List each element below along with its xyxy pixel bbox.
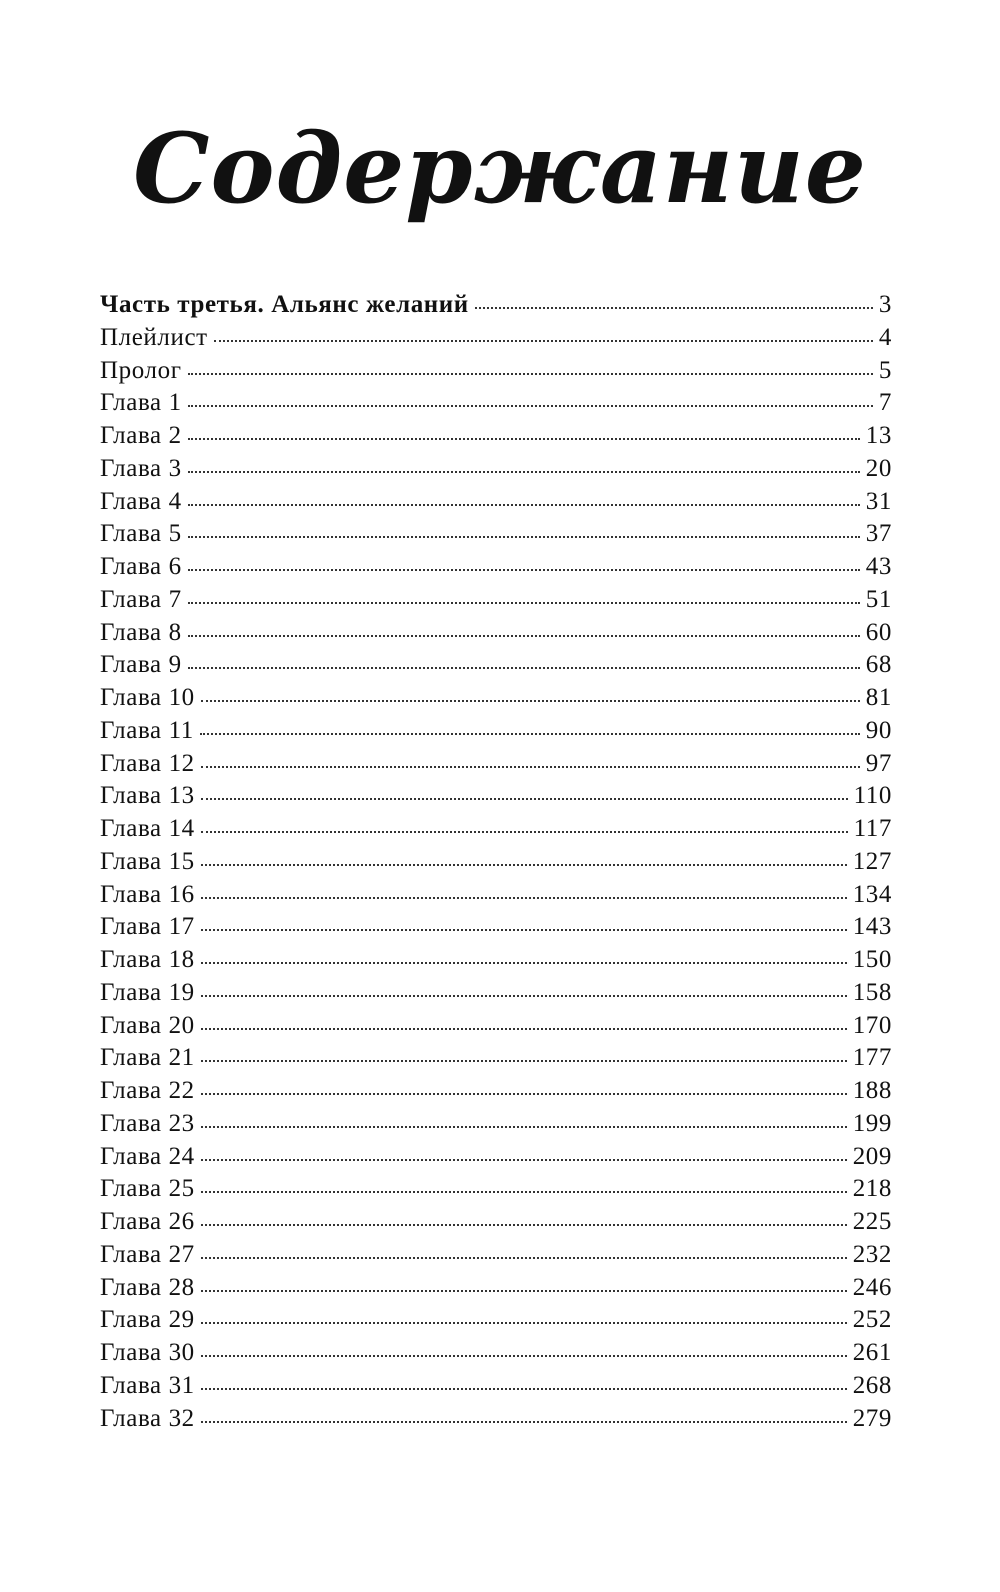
- toc-entry-page-number: 4: [878, 323, 892, 351]
- toc-entry: [100, 357, 892, 390]
- dot-leader: [214, 340, 873, 342]
- toc-entry-label: Глава 17: [100, 913, 195, 941]
- toc-entry-page-number: 81: [865, 684, 892, 711]
- toc-entry-page-number: 150: [852, 946, 892, 973]
- toc-entry-label: Глава 7: [100, 585, 182, 613]
- dot-leader: [201, 1159, 847, 1161]
- toc-entry-label: Глава 23: [100, 1109, 195, 1137]
- toc-entry: [100, 881, 892, 914]
- toc-entry-page-number: 199: [852, 1109, 892, 1137]
- toc-entry: [100, 1143, 892, 1176]
- toc-entry-page-number: 97: [865, 749, 892, 777]
- toc-entry-label: Глава 11: [100, 716, 194, 744]
- toc-entry-page-number: 158: [852, 978, 892, 1006]
- toc-entry-page-number: 143: [852, 913, 892, 941]
- toc-entry-label: Глава 30: [100, 1339, 195, 1366]
- toc-entry: [100, 717, 892, 750]
- toc-entry-page-number: 232: [852, 1240, 892, 1268]
- toc-entry-label: Глава 20: [100, 1011, 195, 1039]
- dot-leader: [201, 1257, 847, 1259]
- dot-leader: [188, 471, 860, 473]
- dot-leader: [201, 1060, 847, 1062]
- dot-leader: [201, 1224, 847, 1226]
- toc-entry: [100, 848, 892, 881]
- toc-entry: [100, 619, 892, 652]
- toc-entry-label: Глава 5: [100, 520, 182, 548]
- table-of-contents: [100, 291, 892, 1437]
- toc-entry: [100, 586, 892, 619]
- toc-entry-page-number: 177: [852, 1044, 892, 1072]
- toc-entry-label: Глава 3: [100, 454, 182, 482]
- toc-entry-label: Глава 29: [100, 1306, 195, 1334]
- toc-entry-label: Глава 22: [100, 1077, 195, 1104]
- toc-entry-label: Глава 21: [100, 1044, 195, 1072]
- dot-leader: [188, 504, 860, 506]
- toc-entry: [100, 651, 892, 684]
- toc-entry: [100, 324, 892, 357]
- toc-entry-label: Глава 25: [100, 1175, 195, 1203]
- page-title: Содержание: [133, 112, 867, 226]
- toc-entry: [100, 1339, 892, 1372]
- dot-leader: [200, 733, 860, 735]
- toc-entry-page-number: 188: [852, 1077, 892, 1104]
- toc-entry-page-number: 117: [853, 815, 892, 842]
- toc-entry-page-number: 51: [865, 585, 892, 613]
- toc-entry-page-number: 20: [865, 454, 892, 482]
- toc-entry-label: Глава 12: [100, 749, 195, 777]
- dot-leader: [201, 929, 847, 931]
- toc-entry: [100, 815, 892, 848]
- dot-leader: [201, 798, 848, 800]
- toc-entry-label: Глава 19: [100, 978, 195, 1006]
- dot-leader: [188, 667, 860, 669]
- dot-leader: [201, 766, 860, 768]
- toc-entry: [100, 1241, 892, 1274]
- toc-entry-page-number: 90: [865, 716, 892, 744]
- toc-entry-page-number: 268: [852, 1371, 892, 1399]
- toc-entry-page-number: 246: [852, 1273, 892, 1301]
- toc-entry: [100, 1077, 892, 1110]
- dot-leader: [201, 1126, 847, 1128]
- toc-entry-page-number: 134: [852, 880, 892, 908]
- toc-entry: [100, 1274, 892, 1307]
- dot-leader: [188, 405, 873, 407]
- toc-entry-page-number: 218: [852, 1175, 892, 1203]
- toc-entry: [100, 1208, 892, 1241]
- toc-entry: [100, 520, 892, 553]
- toc-entry: [100, 1372, 892, 1405]
- toc-entry-page-number: 3: [878, 291, 892, 318]
- toc-entry: [100, 1175, 892, 1208]
- toc-entry-label: Глава 28: [100, 1273, 195, 1301]
- toc-entry-page-number: 5: [878, 356, 892, 384]
- dot-leader: [201, 1028, 847, 1030]
- toc-entry-label: Глава 4: [100, 487, 182, 515]
- toc-entry-label: Глава 31: [100, 1371, 195, 1399]
- dot-leader: [188, 536, 860, 538]
- toc-entry: [100, 1044, 892, 1077]
- toc-entry: [100, 1110, 892, 1143]
- toc-entry: [100, 1306, 892, 1339]
- toc-entry: [100, 979, 892, 1012]
- toc-entry: [100, 913, 892, 946]
- dot-leader: [201, 831, 848, 833]
- toc-entry-page-number: 68: [865, 651, 892, 679]
- dot-leader: [475, 307, 873, 309]
- toc-entry-page-number: 261: [852, 1339, 892, 1366]
- toc-entry-label: Глава 26: [100, 1208, 195, 1235]
- toc-entry-page-number: 252: [852, 1306, 892, 1334]
- toc-entry-label: Глава 13: [100, 782, 195, 810]
- toc-entry: [100, 1405, 892, 1438]
- dot-leader: [201, 995, 847, 997]
- toc-entry-label: Глава 2: [100, 422, 182, 449]
- dot-leader: [201, 1388, 847, 1390]
- toc-entry: [100, 750, 892, 783]
- toc-entry-page-number: 209: [852, 1142, 892, 1170]
- dot-leader: [201, 1355, 847, 1357]
- toc-entry-label: Глава 18: [100, 946, 195, 973]
- toc-entry-page-number: 31: [865, 487, 892, 515]
- toc-entry-label: Глава 15: [100, 847, 195, 875]
- dot-leader: [201, 1093, 847, 1095]
- toc-entry-page-number: 43: [865, 553, 892, 580]
- dot-leader: [188, 635, 860, 637]
- toc-entry-page-number: 279: [852, 1404, 892, 1432]
- toc-entry: [100, 684, 892, 717]
- dot-leader: [201, 1191, 847, 1193]
- toc-entry-label: Часть третья. Альянс желаний: [100, 291, 469, 318]
- toc-entry-page-number: 60: [865, 618, 892, 646]
- dot-leader: [201, 1421, 847, 1423]
- toc-entry-label: Плейлист: [100, 323, 208, 351]
- toc-entry-page-number: 225: [852, 1208, 892, 1235]
- toc-entry: [100, 1012, 892, 1045]
- toc-entry-page-number: 37: [865, 520, 892, 548]
- toc-entry: [100, 553, 892, 586]
- toc-entry-page-number: 170: [852, 1011, 892, 1039]
- toc-entry-part: [100, 291, 892, 324]
- toc-entry-page-number: 110: [853, 782, 892, 810]
- toc-entry-page-number: 7: [878, 389, 892, 417]
- dot-leader: [188, 569, 860, 571]
- toc-entry-label: Глава 8: [100, 618, 182, 646]
- toc-entry-label: Глава 32: [100, 1404, 195, 1432]
- toc-entry-page-number: 13: [865, 422, 892, 449]
- toc-entry: [100, 389, 892, 422]
- toc-entry: [100, 455, 892, 488]
- toc-entry: [100, 422, 892, 455]
- toc-entry: [100, 488, 892, 521]
- dot-leader: [201, 962, 847, 964]
- dot-leader: [188, 602, 860, 604]
- dot-leader: [201, 1322, 847, 1324]
- dot-leader: [188, 438, 860, 440]
- dot-leader: [201, 897, 847, 899]
- toc-entry-label: Глава 6: [100, 553, 182, 580]
- toc-entry-label: Пролог: [100, 356, 182, 384]
- dot-leader: [201, 1290, 847, 1292]
- toc-entry: [100, 782, 892, 815]
- toc-entry-label: Глава 10: [100, 684, 195, 711]
- dot-leader: [188, 373, 873, 375]
- toc-entry-page-number: 127: [852, 847, 892, 875]
- toc-entry-label: Глава 14: [100, 815, 195, 842]
- dot-leader: [201, 700, 860, 702]
- toc-entry: [100, 946, 892, 979]
- toc-entry-label: Глава 1: [100, 389, 182, 417]
- toc-entry-label: Глава 16: [100, 880, 195, 908]
- dot-leader: [201, 864, 847, 866]
- toc-entry-label: Глава 9: [100, 651, 182, 679]
- toc-entry-label: Глава 27: [100, 1240, 195, 1268]
- toc-entry-label: Глава 24: [100, 1142, 195, 1170]
